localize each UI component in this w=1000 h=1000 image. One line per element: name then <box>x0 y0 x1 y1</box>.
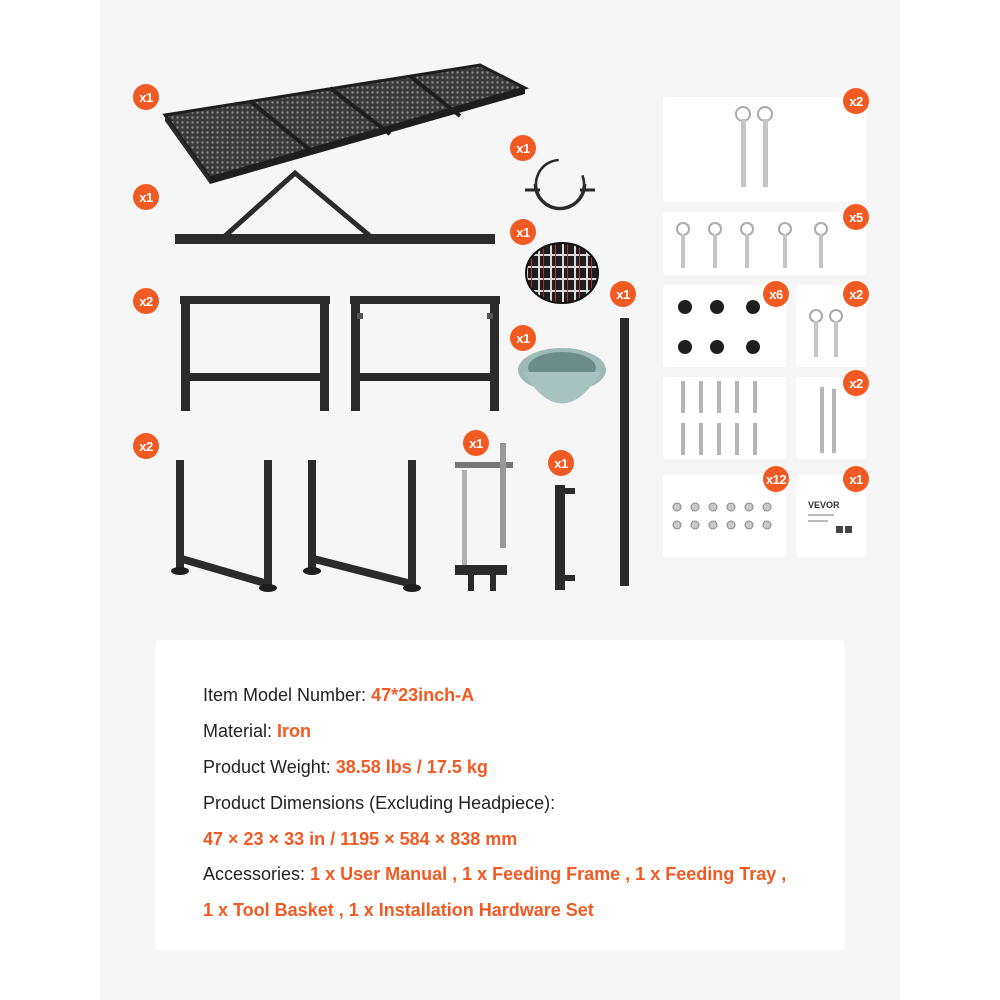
model-value: 47*23inch-A <box>371 685 475 705</box>
count-badge-bolts: x2 <box>843 370 869 396</box>
triangle-truss <box>170 168 500 253</box>
spec-row-accessories <box>203 864 786 885</box>
count-badge-big-pins: x2 <box>843 88 869 114</box>
hardware-box-big-pins <box>663 97 866 202</box>
count-badge-legs: x2 <box>133 433 159 459</box>
hardware-box-pins <box>663 212 866 275</box>
count-badge-knobs: x6 <box>763 281 789 307</box>
feeding-bowl <box>515 340 610 415</box>
accessories-line-2: 1 x Tool Basket , 1 x Installation Hardware Set <box>203 900 594 920</box>
tool-basket <box>522 238 602 308</box>
side-frame-right <box>345 293 505 413</box>
dimensions-value: 47 × 23 × 33 in / 1195 × 584 × 838 mm <box>203 829 518 849</box>
spec-row-dimensions-value <box>203 829 517 850</box>
dimensions-label: Product Dimensions (Excluding Headpiece): <box>203 793 556 813</box>
count-badge-bowl: x1 <box>510 325 536 351</box>
count-badge-truss: x1 <box>133 184 159 210</box>
count-badge-bracket: x1 <box>548 450 574 476</box>
count-badge-top-panel: x1 <box>133 84 159 110</box>
spec-card <box>155 640 845 950</box>
hoop-ring <box>520 150 600 215</box>
leg-right <box>300 455 440 595</box>
manual-brand-logo: VEVOR <box>808 500 840 510</box>
accessories-line-1: 1 x User Manual , 1 x Feeding Frame , 1 x Feeding Tray , <box>310 864 787 884</box>
weight-label: Product Weight: <box>203 757 331 777</box>
spec-row-material <box>203 721 311 742</box>
material-value: Iron <box>277 721 312 741</box>
leg-left <box>168 455 288 595</box>
spec-row-dimensions-label <box>203 793 555 814</box>
count-badge-manual: x1 <box>843 466 869 492</box>
mesh-top-panel <box>160 60 530 185</box>
count-badge-feeding-frame: x1 <box>463 430 489 456</box>
spec-row-accessories-cont <box>203 900 594 921</box>
count-badge-ring: x1 <box>510 135 536 161</box>
spec-row-model <box>203 685 474 706</box>
accessories-label: Accessories: <box>203 864 306 884</box>
count-badge-long-pole: x1 <box>610 281 636 307</box>
bracket-post <box>545 480 580 595</box>
count-badge-side-frames: x2 <box>133 288 159 314</box>
weight-value: 38.58 lbs / 17.5 kg <box>335 757 488 777</box>
material-label: Material: <box>203 721 273 741</box>
count-badge-pins: x5 <box>843 204 869 230</box>
count-badge-basket: x1 <box>510 219 536 245</box>
count-badge-small-pins: x2 <box>843 281 869 307</box>
long-pole <box>615 315 635 590</box>
hardware-box-bolts <box>663 377 786 459</box>
feeding-frame <box>450 440 520 595</box>
count-badge-nuts: x12 <box>763 466 789 492</box>
spec-row-weight <box>203 757 488 778</box>
side-frame-left <box>175 293 335 413</box>
model-label: Item Model Number: <box>203 685 367 705</box>
